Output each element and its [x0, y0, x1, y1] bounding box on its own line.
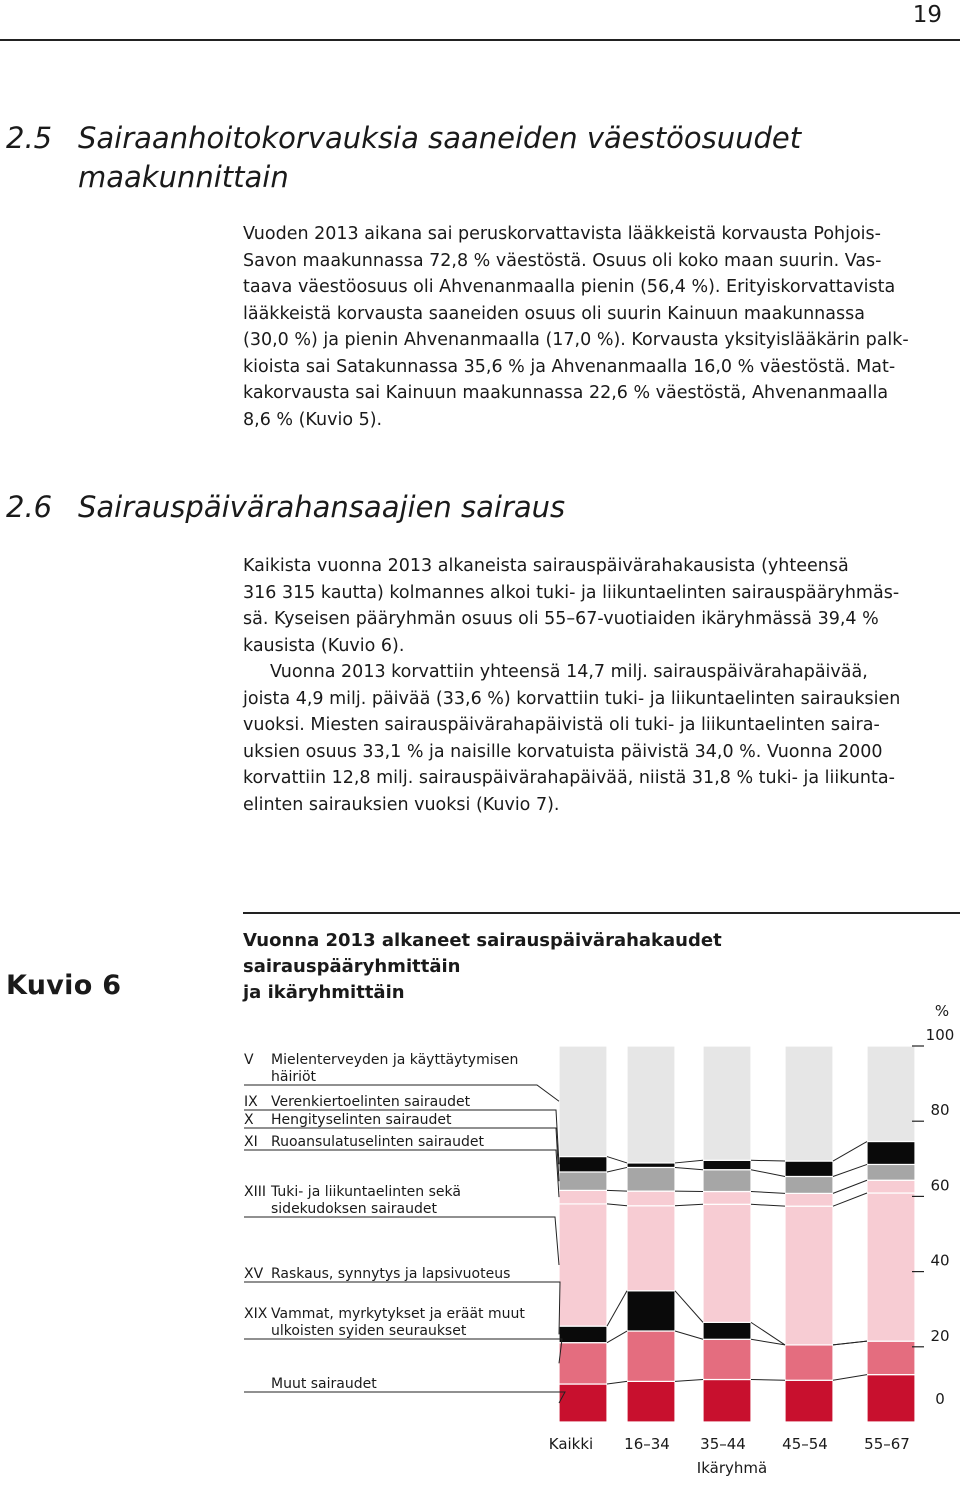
boundary-connector — [675, 1167, 703, 1169]
bar-segment — [867, 1193, 915, 1341]
bar-segment — [627, 1163, 675, 1168]
bar-segment — [703, 1192, 751, 1205]
bar-segment — [559, 1157, 607, 1172]
boundary-connector — [607, 1157, 627, 1163]
text-line: 316 315 kautta) kolmannes alkoi tuki- ja liikuntaelinten sairauspääryhmäs- — [243, 582, 900, 603]
text-line: Kaikista vuonna 2013 alkaneista sairauspäivärahakausista (yhteensä — [243, 556, 849, 576]
legend-code: XIII — [244, 1184, 266, 1200]
boundary-connector — [751, 1322, 785, 1345]
boundary-connector — [751, 1170, 785, 1177]
text-line: sä. Kyseisen pääryhmän osuus oli 55–67-vuotiaiden ikäryhmässä 39,4 % — [243, 609, 879, 629]
boundary-connector — [675, 1204, 703, 1206]
boundary-connector — [607, 1190, 627, 1191]
bar-segment — [559, 1190, 607, 1204]
boundary-connector — [607, 1331, 627, 1343]
bar-segment — [559, 1046, 607, 1157]
bar-segment — [703, 1046, 751, 1160]
bar-segment — [559, 1384, 607, 1422]
bar-segment — [785, 1176, 833, 1193]
bar-segment — [703, 1170, 751, 1192]
legend-label: ulkoisten syiden seuraukset — [271, 1323, 467, 1339]
text-line: taava väestöosuus oli Ahvenanmaalla pienin (56,4 %). Erityiskorvattavista — [243, 277, 896, 297]
boundary-connector — [833, 1193, 867, 1206]
bar-segment — [627, 1291, 675, 1331]
bar-segment — [627, 1046, 675, 1163]
section-2-5-heading-line2: maakunnittain — [78, 160, 289, 194]
legend-label: sidekudoksen sairaudet — [271, 1201, 437, 1217]
bar-segment — [703, 1204, 751, 1322]
boundary-connector — [607, 1381, 627, 1384]
legend-code: X — [244, 1112, 254, 1128]
boundary-connector — [675, 1380, 703, 1382]
legend-label: Tuki- ja liikuntaelinten sekä — [271, 1184, 461, 1200]
x-tick-label: 16–34 — [624, 1435, 670, 1453]
legend-code: XI — [244, 1134, 258, 1150]
bar-segment — [867, 1180, 915, 1193]
text-line: Vuoden 2013 aikana sai peruskorvattavista lääkkeistä korvausta Pohjois- — [243, 224, 881, 244]
bar-segment — [867, 1046, 915, 1142]
text-line: joista 4,9 milj. päivää (33,6 %) korvattiin tuki- ja liikuntaelinten sairauksien — [243, 688, 901, 709]
page-number: 19 — [912, 2, 942, 28]
legend-code: V — [244, 1052, 254, 1068]
legend-label: häiriöt — [271, 1069, 317, 1085]
legend-label: Mielenterveyden ja käyttäytymisen — [271, 1052, 519, 1068]
legend-leader — [244, 1392, 565, 1403]
bar-segment — [627, 1191, 675, 1206]
legend-label: Vammat, myrkytykset ja eräät muut — [271, 1306, 525, 1322]
bar-segment — [867, 1164, 915, 1180]
bar-segment — [703, 1380, 751, 1422]
text-line: kioista sai Satakunnassa 35,6 % ja Ahvenanmaalla 16,0 % väestöstä. Mat- — [243, 356, 896, 377]
text-line: kakorvausta sai Kainuun maakunnassa 22,6 % väestöstä, Ahvenanmaalla — [243, 383, 889, 403]
x-tick-label: 55–67 — [864, 1435, 910, 1453]
bar-segment — [785, 1161, 833, 1176]
bar-segment — [559, 1343, 607, 1384]
y-tick-label: 0 — [935, 1390, 945, 1408]
bar-segment — [703, 1322, 751, 1339]
text-line: 8,6 % (Kuvio 5). — [243, 409, 383, 430]
y-tick-label: 100 — [925, 1026, 955, 1044]
boundary-connector — [675, 1291, 703, 1323]
boundary-connector — [833, 1341, 867, 1345]
boundary-connector — [833, 1142, 867, 1162]
boundary-connector — [751, 1204, 785, 1206]
boundary-connector — [751, 1160, 785, 1161]
bar-segment — [785, 1380, 833, 1422]
bar-segment — [559, 1204, 607, 1326]
y-tick-label: 80 — [930, 1101, 950, 1120]
legend-label: Hengityselinten sairaudet — [271, 1112, 452, 1128]
bar-segment — [785, 1193, 833, 1206]
section-number: 2.5 — [6, 121, 53, 155]
text-line: Savon maakunnassa 72,8 % väestöstä. Osuus oli koko maan suurin. Vas- — [243, 250, 882, 271]
boundary-connector — [833, 1375, 867, 1381]
y-tick-label: 40 — [930, 1251, 950, 1270]
text-line: kausista (Kuvio 6). — [243, 635, 405, 656]
legend-leader — [244, 1217, 559, 1265]
boundary-connector — [751, 1192, 785, 1194]
boundary-connector — [607, 1204, 627, 1206]
y-tick-label: 60 — [930, 1176, 950, 1195]
bar-segment — [627, 1381, 675, 1422]
bar-segment — [867, 1142, 915, 1165]
text-line: lääkkeistä korvausta saaneiden osuus oli suurin Kainuun maakunnassa — [243, 303, 865, 324]
bar-segment — [867, 1375, 915, 1422]
x-axis-label: Ikäryhmä — [696, 1459, 768, 1477]
legend-label: Ruoansulatuselinten sairaudet — [271, 1134, 484, 1150]
figure-label: Kuvio 6 — [6, 970, 122, 1001]
text-line: uksien osuus 33,1 % ja naisille korvatuista päivistä 34,0 %. Vuonna 2000 — [243, 741, 883, 762]
y-axis-label: % — [934, 1002, 950, 1020]
x-tick-label: 35–44 — [700, 1435, 746, 1453]
bar-segment — [559, 1326, 607, 1343]
bar-segment — [703, 1339, 751, 1379]
boundary-connector — [607, 1167, 627, 1172]
bar-segment — [867, 1341, 915, 1374]
bar-segment — [627, 1331, 675, 1381]
x-tick-label: Kaikki — [548, 1435, 594, 1453]
section-title: Sairauspäivärahansaajien sairaus — [78, 490, 566, 524]
y-tick-label: 20 — [930, 1326, 950, 1345]
legend-label: Verenkiertoelinten sairaudet — [271, 1094, 471, 1110]
bar-segment — [785, 1345, 833, 1380]
chart-title-line: Vuonna 2013 alkaneet sairauspäivärahakaudet sairauspääryhmittäin — [243, 930, 722, 977]
bar-segment — [627, 1206, 675, 1291]
chart-title-line: ja ikäryhmittäin — [243, 982, 405, 1003]
legend-code: IX — [244, 1094, 258, 1110]
legend-leader — [244, 1339, 562, 1363]
bar-segment — [703, 1160, 751, 1169]
boundary-connector — [751, 1380, 785, 1381]
bar-segment — [785, 1206, 833, 1345]
section-title: Sairaanhoitokorvauksia saaneiden väestöosuudet — [78, 121, 802, 155]
legend-code: XV — [244, 1266, 264, 1282]
text-line: elinten sairauksien vuoksi (Kuvio 7). — [243, 794, 560, 815]
boundary-connector — [607, 1291, 627, 1326]
legend-label: Raskaus, synnytys ja lapsivuoteus — [271, 1266, 511, 1282]
bar-segment — [559, 1172, 607, 1190]
x-tick-label: 45–54 — [782, 1435, 828, 1453]
text-line: (30,0 %) ja pienin Ahvenanmaalla (17,0 %). Korvausta yksityislääkärin palk- — [243, 330, 909, 350]
bar-segment — [785, 1046, 833, 1161]
section-number: 2.6 — [6, 490, 53, 524]
legend-code: XIX — [244, 1306, 268, 1322]
boundary-connector — [833, 1164, 867, 1176]
legend-label: Muut sairaudet — [271, 1376, 377, 1392]
text-line: vuoksi. Miesten sairauspäivärahapäivistä oli tuki- ja liikuntaelinten saira- — [243, 715, 880, 735]
text-line: Vuonna 2013 korvattiin yhteensä 14,7 milj. sairauspäivärahapäivää, — [270, 662, 868, 682]
boundary-connector — [675, 1160, 703, 1163]
boundary-connector — [675, 1331, 703, 1339]
text-line: korvattiin 12,8 milj. sairauspäivärahapäivää, niistä 31,8 % tuki- ja liikunta- — [243, 768, 895, 788]
bar-segment — [627, 1167, 675, 1191]
boundary-connector — [833, 1180, 867, 1193]
